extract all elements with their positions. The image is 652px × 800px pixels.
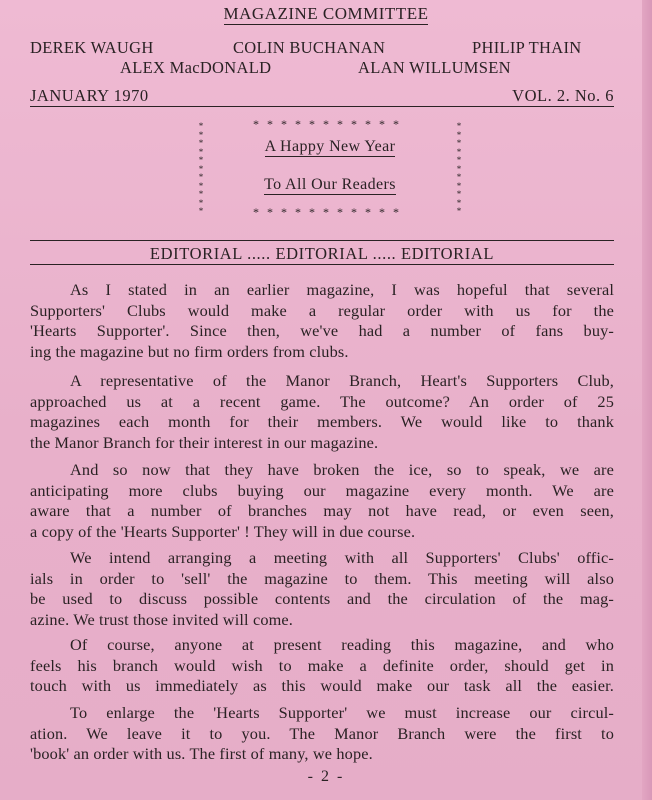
text-line: a copy of the 'Hearts Supporter' ! They will in due course. [30, 521, 416, 541]
issue-date: JANUARY 1970 [30, 86, 149, 105]
text-line: azine. We trust those invited will come. [30, 609, 294, 629]
star-border-bottom: *********** [253, 205, 407, 219]
committee-member: PHILIP THAIN [472, 38, 582, 57]
committee-title: MAGAZINE COMMITTEE [223, 4, 429, 23]
committee-member: DEREK WAUGH [30, 38, 154, 57]
issue-line [30, 86, 614, 107]
text-line: We intend arranging a meeting with all Supporters' Clubs' offic- [70, 548, 614, 567]
editorial-heading: EDITORIAL ..... EDITORIAL ..... EDITORIAL [149, 244, 495, 263]
divider-top [30, 240, 614, 241]
page-edge-shadow [642, 0, 652, 800]
greeting-text-2: To All Our Readers [264, 176, 396, 193]
greeting-text-1: A Happy New Year [264, 138, 396, 155]
text-line: 'book' an order with us. The first of many, we hope. [30, 744, 373, 763]
text-line: ing the magazine but no firm orders from clubs. [30, 341, 349, 361]
committee-member: ALEX MacDONALD [120, 58, 272, 77]
text-line: magazines each month for their members. We would like to thank [30, 412, 614, 431]
editorial-paragraph-6 [30, 703, 614, 765]
divider-bottom [30, 264, 614, 265]
text-line: Supporters' Clubs would make a regular order with us for the [30, 300, 614, 320]
editorial-paragraph-1 [30, 280, 614, 362]
text-line: To enlarge the 'Hearts Supporter' we must increase our circul- [70, 703, 614, 722]
text-line: touch with us immediately as this would make our task all the easier. [30, 676, 614, 695]
greeting-line-1 [196, 138, 464, 156]
text-line: And so now that they have broken the ice, so to speak, we are [70, 460, 614, 479]
text-line: Of course, anyone at present reading this magazine, and who [70, 635, 614, 654]
committee-member: COLIN BUCHANAN [233, 38, 386, 57]
text-line: aware that a number of branches may not have read, or even seen, [30, 501, 614, 520]
star-border-left: * * * * * * * * * * * [198, 121, 204, 216]
text-line: be used to discuss possible contents and the circulation of the mag- [30, 589, 614, 608]
page-number: - 2 - [307, 768, 345, 785]
text-line: the Manor Branch for their interest in our magazine. [30, 432, 379, 452]
text-line: approached us at a recent game. The outcome? An order of 25 [30, 391, 614, 411]
text-line: 'Hearts Supporter'. Since then, we've had a number of fans buy- [30, 321, 614, 340]
text-line: feels his branch would wish to make a definite order, should get in [30, 655, 614, 675]
editorial-paragraph-4 [30, 548, 614, 630]
editorial-paragraph-2 [30, 371, 614, 453]
editorial-paragraph-5 [30, 635, 614, 697]
text-line: A representative of the Manor Branch, Heart's Supporters Club, [70, 371, 614, 390]
star-border-right: * * * * * * * * * * * [456, 121, 462, 216]
new-year-greeting-box [196, 118, 464, 218]
committee-member: ALAN WILLUMSEN [358, 58, 511, 77]
text-line: As I stated in an earlier magazine, I was hopeful that several [70, 280, 614, 299]
greeting-line-2 [196, 176, 464, 194]
star-border-top: *********** [253, 117, 407, 131]
text-line: anticipating more clubs buying our magazine every month. We are [30, 480, 614, 500]
text-line: ation. We leave it to you. The Manor Branch were the first to [30, 723, 614, 743]
text-line: ials in order to 'sell' the magazine to them. This meeting will also [30, 568, 614, 588]
issue-volume: VOL. 2. No. 6 [512, 86, 614, 105]
editorial-paragraph-3 [30, 460, 614, 542]
committee-heading [0, 4, 652, 24]
